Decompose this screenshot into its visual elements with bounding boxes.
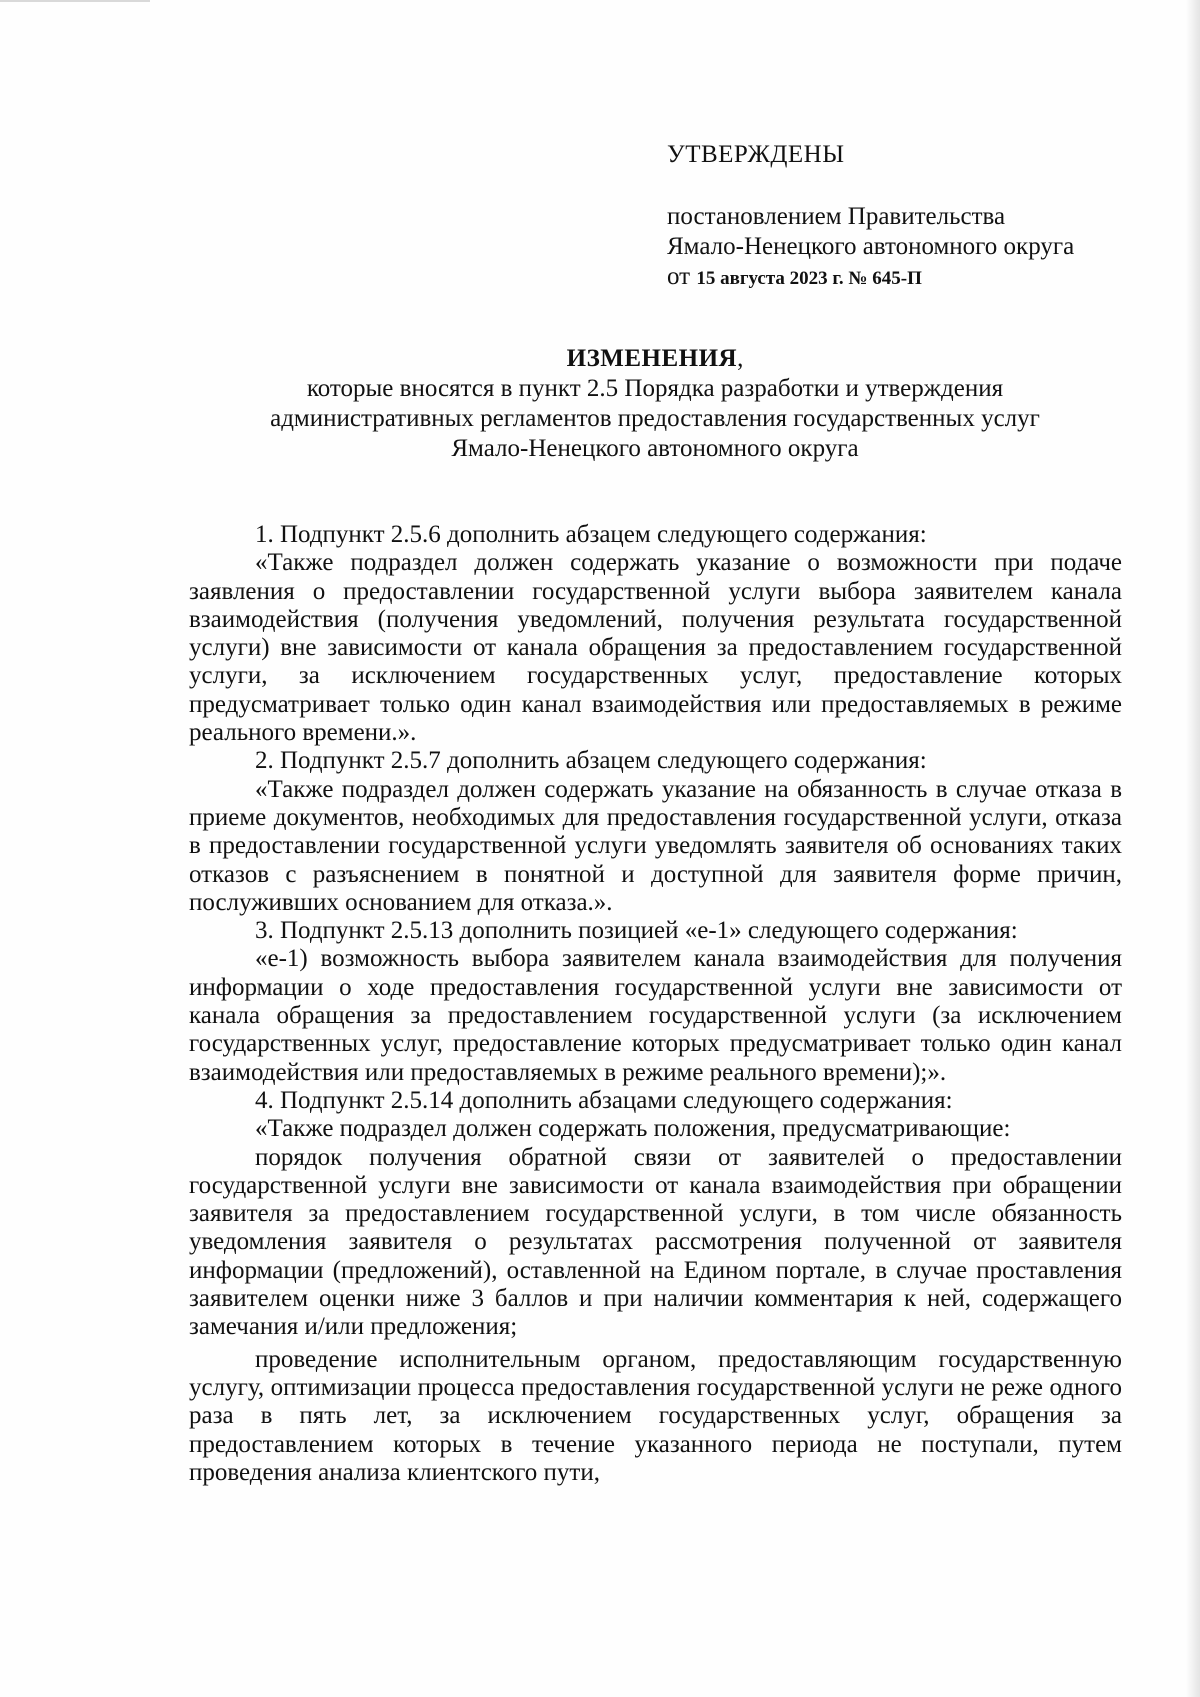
paragraph-quote-4-feedback: порядок получения обратной связи от заявителей о предоставлении государственной услуги вне зависимости от канала взаимодействия при обращении заявителя за предоставлением государственной услуги, в том числе обязанность уведомления заявителя о результатах рассмотрения полученной от заявителя информации (предложений), оставленной на Едином портале, в случае проставления заявителем оценки ниже 3 баллов и при наличии комментария к ней, содержащего замечания и/или предложения; <box>189 1143 1122 1341</box>
heading-comma: , <box>737 345 744 372</box>
title-line-3: Ямало-Ненецкого автономного округа <box>451 435 859 462</box>
paragraph-quote-4-optimization: проведение исполнительным органом, предоставляющим государственную услугу, оптимизации процесса предоставления государственной услуги не реже одного раза в пять лет, за исключением государственных услуг, обращения за предоставлением которых в течение указанного периода не поступали, путем проведения анализа клиентского пути, <box>189 1345 1122 1486</box>
paragraph-quote-4-intro: «Также подраздел должен содержать положения, предусматривающие: <box>255 1115 1011 1143</box>
scan-shadow-right <box>1186 0 1200 1697</box>
paragraph-item-4: 4. Подпункт 2.5.14 дополнить абзацами следующего содержания: <box>255 1086 953 1114</box>
approval-date-line <box>667 262 1137 294</box>
paragraph-quote-3: «е-1) возможность выбора заявителем канала взаимодействия для получения информации о ходе предоставления государственной услуги вне зависимости от канала обращения за предоставлением государственной услуги (за исключением государственных услуг, предоставление которых предусматривает только один канал взаимодействия или предоставляемых в режиме реального времени);». <box>189 945 1122 1086</box>
paragraph-item-2: 2. Подпункт 2.5.7 дополнить абзацем следующего содержания: <box>255 747 927 775</box>
document-title-block <box>190 344 1120 464</box>
title-line-1: которые вносятся в пункт 2.5 Порядка разработки и утверждения <box>306 375 1004 402</box>
paragraph-item-3: 3. Подпункт 2.5.13 дополнить позицией «е-1» следующего содержания: <box>255 917 1018 945</box>
approval-stamp-block <box>667 140 1137 294</box>
approval-line-2: Ямало-Ненецкого автономного округа <box>667 233 1075 260</box>
approval-date: 15 августа 2023 г. № 645-П <box>696 268 922 289</box>
title-line-2: административных регламентов предоставления государственных услуг <box>270 405 1040 432</box>
document-heading <box>190 344 1120 374</box>
scan-artifact-top <box>0 0 150 2</box>
document-body <box>189 521 1122 1487</box>
paragraph-quote-2: «Также подраздел должен содержать указание на обязанность в случае отказа в приеме документов, необходимых для предоставления государственной услуги, отказа в предоставлении государственной услуги уведомлять заявителя об основаниях таких отказов с разъяснением в понятной и доступной для заявителя форме причин, послуживших основанием для отказа.». <box>189 775 1122 916</box>
paragraph-item-1: 1. Подпункт 2.5.6 дополнить абзацем следующего содержания: <box>255 521 927 548</box>
approved-label: УТВЕРЖДЕНЫ <box>667 141 845 168</box>
paragraph-quote-1: «Также подраздел должен содержать указание о возможности при подаче заявления о предоставлении государственной услуги выбора заявителем канала взаимодействия (получения уведомлений, получения результата государственной услуги) вне зависимости от канала обращения за предоставлением государственной услуги, за исключением государственных услуг, предоставление которых предусматривает только один канал взаимодействия или предоставляемых в режиме реального времени.». <box>189 549 1122 747</box>
heading-text: ИЗМЕНЕНИЯ <box>566 345 738 372</box>
approval-from-label: от <box>667 263 691 290</box>
approval-line-1: постановлением Правительства <box>667 203 1006 230</box>
